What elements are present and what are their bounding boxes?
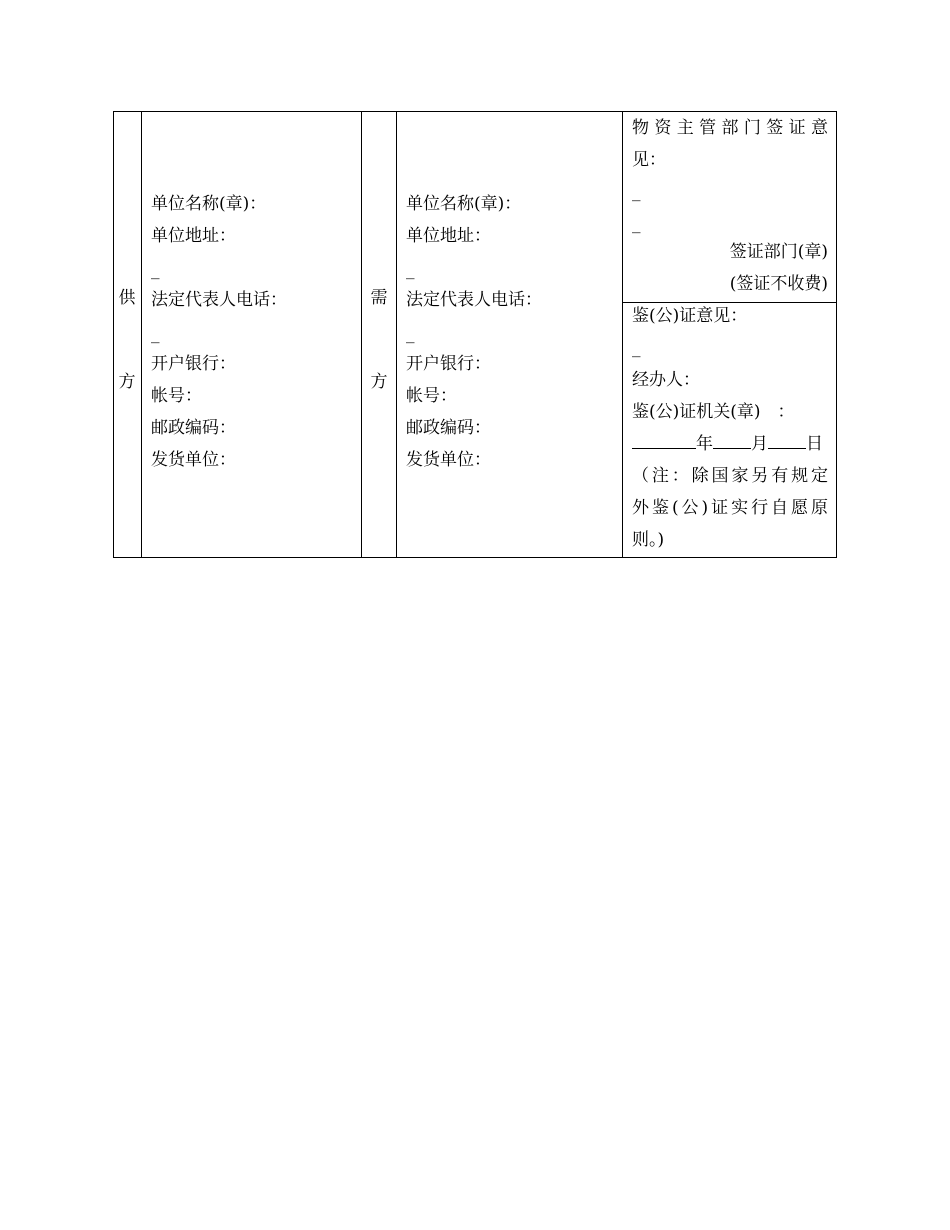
year-blank [632, 428, 696, 449]
buyer-shipper-label: 发货单位： [406, 450, 491, 470]
buyer-postcode-label: 邮政编码： [406, 418, 491, 438]
notary-cell [632, 300, 828, 556]
supplier-legal-rep-phone-label: 法定代表人电话： [151, 290, 287, 310]
month-blank [713, 428, 751, 449]
supplier-shipper-label: 发货单位： [151, 450, 236, 470]
buyer-account-label: 帐号： [406, 386, 457, 406]
buyer-legal-rep-phone-label: 法定代表人电话： [406, 290, 542, 310]
supplier-fields [151, 188, 287, 476]
date-line [632, 428, 828, 460]
blank-line: _ [632, 214, 641, 234]
divider [396, 112, 397, 557]
notary-note-line: 外鉴(公)证实行自愿原 [632, 498, 828, 518]
authority-cell [632, 112, 828, 240]
supplier-account-label: 帐号： [151, 386, 202, 406]
blank-line: _ [632, 182, 641, 202]
contract-signature-table [113, 111, 837, 558]
buyer-fields [406, 188, 542, 476]
supplier-unit-name-label: 单位名称(章)： [151, 194, 267, 214]
blank-line: _ [406, 260, 415, 280]
notary-note-line: （注：除国家另有规定 [632, 466, 828, 486]
supplier-label-char: 方 [118, 372, 136, 392]
blank-line: _ [632, 338, 641, 358]
blank-line: _ [151, 324, 160, 344]
year-label: 年 [696, 434, 713, 454]
divider [361, 112, 362, 557]
month-label: 月 [751, 434, 768, 454]
buyer-label-char: 需 [370, 288, 388, 308]
buyer-label-char: 方 [370, 372, 388, 392]
authority-dept-label: 签证部门(章) [729, 242, 828, 262]
buyer-unit-address-label: 单位地址： [406, 226, 491, 246]
buyer-bank-label: 开户银行： [406, 354, 491, 374]
supplier-postcode-label: 邮政编码： [151, 418, 236, 438]
blank-line: _ [151, 260, 160, 280]
divider [141, 112, 142, 557]
supplier-label-char: 供 [118, 288, 136, 308]
notary-opinion-label: 鉴(公)证意见： [632, 306, 748, 326]
authority-sign [632, 236, 828, 300]
day-label: 日 [806, 434, 823, 454]
authority-opinion-label: 物资主管部门签证意 [632, 118, 828, 138]
buyer-unit-name-label: 单位名称(章)： [406, 194, 522, 214]
notary-handler-label: 经办人： [632, 370, 700, 390]
supplier-unit-address-label: 单位地址： [151, 226, 236, 246]
supplier-bank-label: 开户银行： [151, 354, 236, 374]
divider [622, 112, 623, 557]
notary-agency-label: 鉴(公)证机关(章) ： [632, 402, 795, 422]
authority-opinion-label-cont: 见： [632, 150, 666, 170]
authority-no-fee-note: (签证不收费) [729, 274, 828, 294]
day-blank [768, 428, 806, 449]
notary-note-line: 则。) [632, 530, 665, 550]
blank-line: _ [406, 324, 415, 344]
